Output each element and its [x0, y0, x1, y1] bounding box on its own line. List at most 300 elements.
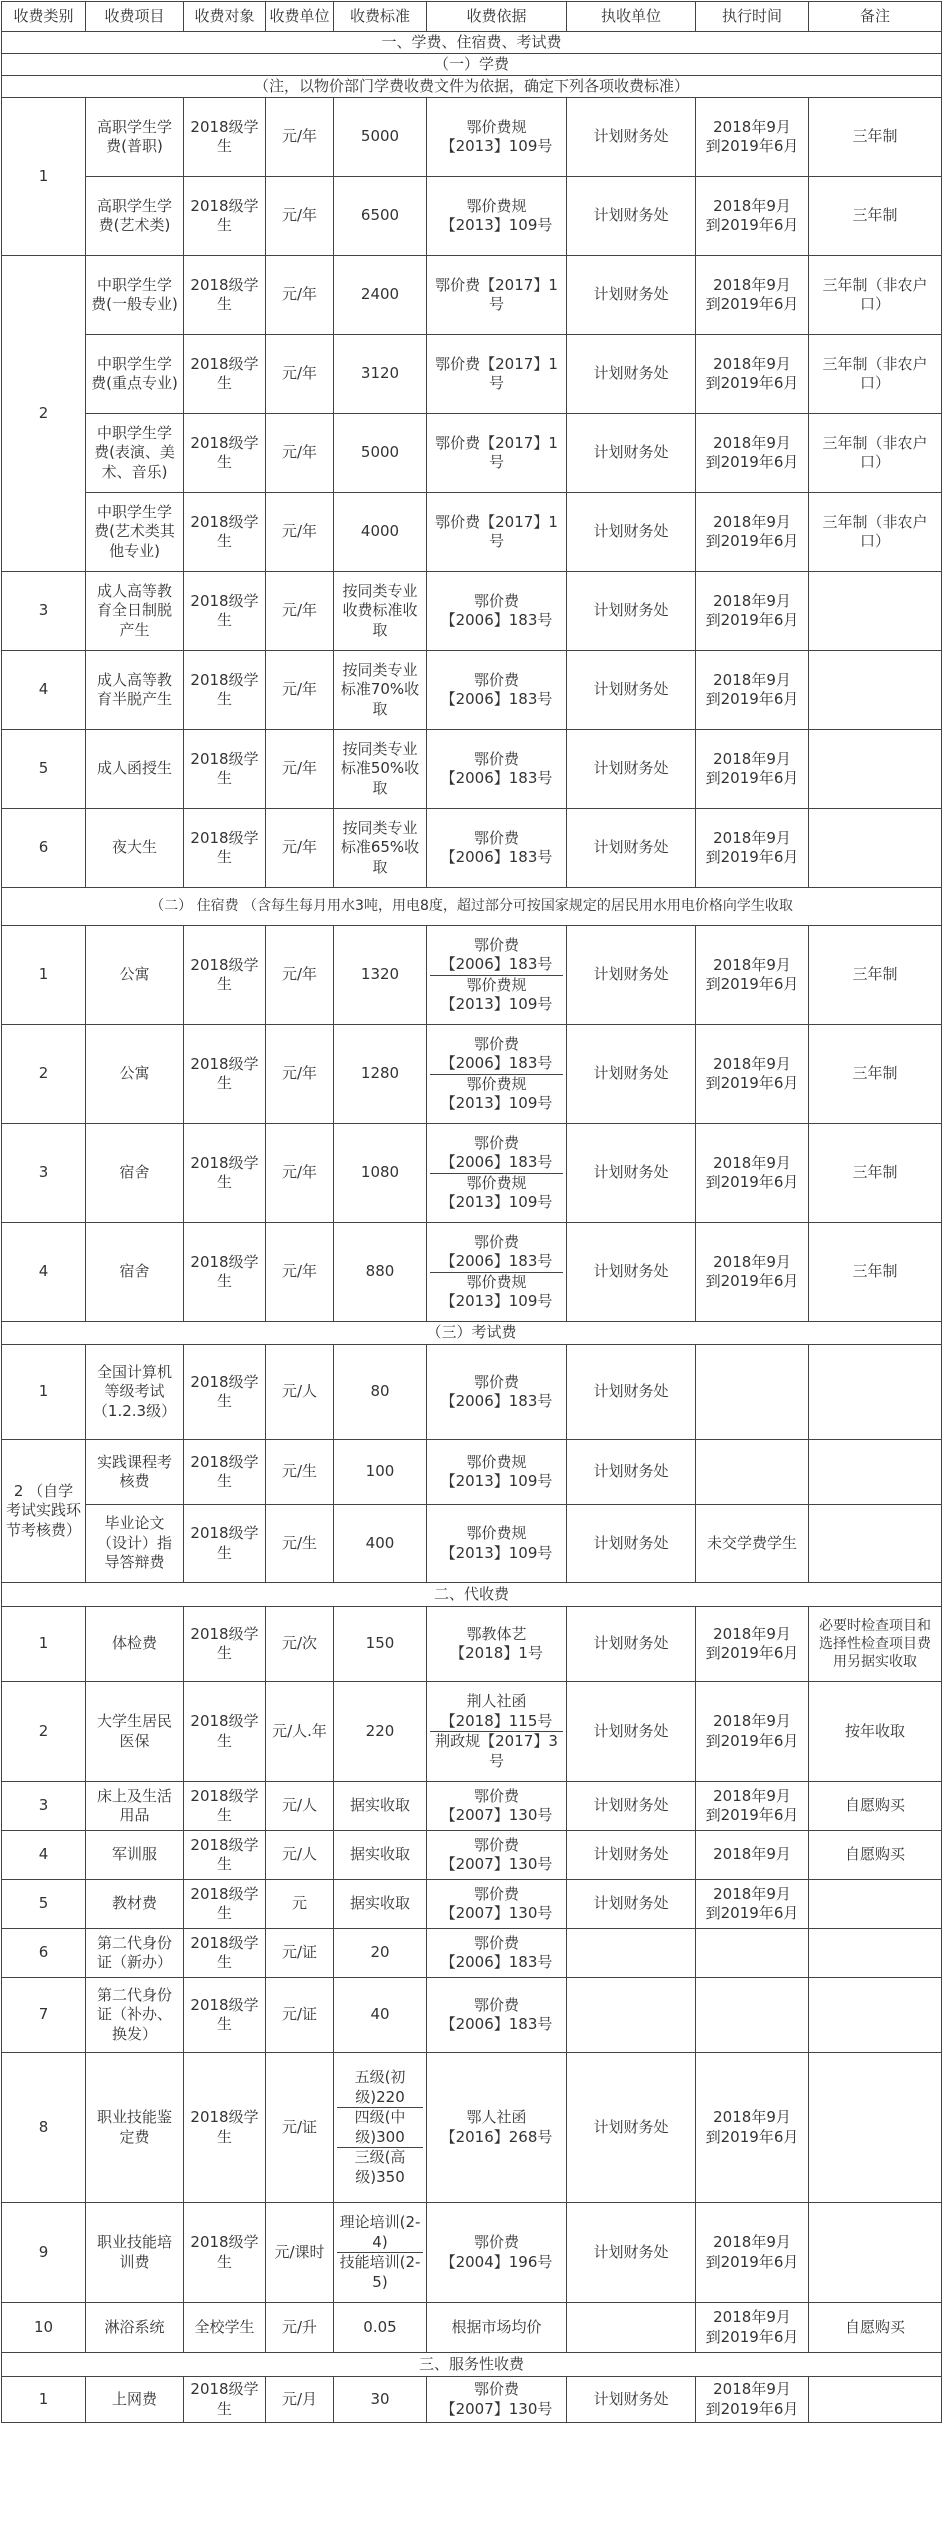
item-cell: 成人函授生 — [86, 730, 184, 809]
header-cell: 备注 — [809, 2, 942, 32]
target-cell: 2018级学生 — [184, 1682, 266, 1782]
basis-cell: 鄂价费 【2006】183号 — [427, 1345, 567, 1440]
basis-cell: 鄂价费 【2006】183号 鄂价费规 【2013】109号 — [427, 1223, 567, 1322]
note-cell — [809, 2203, 942, 2303]
header-cell: 收费类别 — [2, 2, 86, 32]
category-cell: 1 — [2, 1345, 86, 1440]
note-cell: 三年制 — [809, 926, 942, 1025]
amount-cell: 80 — [334, 1345, 427, 1440]
unit-cell: 元/生 — [266, 1505, 334, 1583]
basis-cell: 根据市场均价 — [427, 2303, 567, 2353]
item-cell: 体检费 — [86, 1607, 184, 1682]
header-row — [2, 2, 942, 32]
item-cell: 实践课程考 核费 — [86, 1440, 184, 1505]
unit-cell: 元/证 — [266, 2053, 334, 2203]
item-cell: 公寓 — [86, 1025, 184, 1124]
time-cell: 未交学费学生 — [696, 1505, 809, 1583]
amount-cell: 据实收取 — [334, 1880, 427, 1929]
basis-cell: 鄂价费规 【2013】109号 — [427, 1440, 567, 1505]
table-row — [2, 2053, 942, 2203]
dept-cell: 计划财务处 — [567, 177, 696, 256]
basis-cell: 鄂价费 【2006】183号 鄂价费规 【2013】109号 — [427, 1124, 567, 1223]
time-cell: 2018年9月 到2019年6月 — [696, 1880, 809, 1929]
amount-cell: 按同类专业 标准70%收 取 — [334, 651, 427, 730]
target-cell: 2018级学生 — [184, 809, 266, 888]
note-cell: 按年收取 — [809, 1682, 942, 1782]
category-cell: 5 — [2, 730, 86, 809]
table-row — [2, 809, 942, 888]
dept-cell: 计划财务处 — [567, 493, 696, 572]
target-cell: 2018级学生 — [184, 1831, 266, 1880]
dept-cell: 计划财务处 — [567, 1440, 696, 1505]
item-cell: 床上及生活 用品 — [86, 1782, 184, 1831]
unit-cell: 元/年 — [266, 730, 334, 809]
time-cell: 2018年9月 到2019年6月 — [696, 1223, 809, 1322]
amount-cell: 按同类专业 标准50%收 取 — [334, 730, 427, 809]
unit-cell: 元/年 — [266, 335, 334, 414]
table-row — [2, 177, 942, 256]
section-row — [2, 1583, 942, 1607]
dept-cell: 计划财务处 — [567, 809, 696, 888]
time-cell: 2018年9月 到2019年6月 — [696, 414, 809, 493]
target-cell: 2018级学生 — [184, 1345, 266, 1440]
subsection-title: （一）学费 — [2, 54, 942, 76]
basis-cell: 鄂价费 【2006】183号 — [427, 572, 567, 651]
subsection-row — [2, 888, 942, 926]
amount-cell: 20 — [334, 1929, 427, 1978]
subsection-row — [2, 1322, 942, 1345]
unit-cell: 元/月 — [266, 2377, 334, 2423]
category-cell: 2 （自学 考试实践环 节考核费） — [2, 1440, 86, 1583]
item-cell: 中职学生学 费(一般专业) — [86, 256, 184, 335]
dept-cell: 计划财务处 — [567, 1025, 696, 1124]
dept-cell: 计划财务处 — [567, 651, 696, 730]
section-title: 三、服务性收费 — [2, 2353, 942, 2377]
time-cell: 2018年9月 到2019年6月 — [696, 2053, 809, 2203]
note-cell: 自愿购买 — [809, 1831, 942, 1880]
section-row — [2, 2353, 942, 2377]
dept-cell: 计划财务处 — [567, 414, 696, 493]
header-cell: 收费标准 — [334, 2, 427, 32]
subsection-title: （三）考试费 — [2, 1322, 942, 1345]
basis-cell: 鄂价费 【2006】183号 — [427, 730, 567, 809]
table-row — [2, 572, 942, 651]
time-cell: 2018年9月 到2019年6月 — [696, 730, 809, 809]
item-cell: 夜大生 — [86, 809, 184, 888]
time-cell: 2018年9月 到2019年6月 — [696, 177, 809, 256]
category-cell: 4 — [2, 1223, 86, 1322]
note-cell: 三年制（非农户 口） — [809, 335, 942, 414]
item-cell: 上网费 — [86, 2377, 184, 2423]
table-row — [2, 1345, 942, 1440]
basis-cell: 鄂教体艺 【2018】1号 — [427, 1607, 567, 1682]
unit-cell: 元/证 — [266, 1929, 334, 1978]
note-cell: 三年制（非农户 口） — [809, 414, 942, 493]
item-cell: 宿舍 — [86, 1223, 184, 1322]
note-cell — [809, 1440, 942, 1505]
item-cell: 高职学生学 费(艺术类) — [86, 177, 184, 256]
table-row — [2, 1440, 942, 1505]
target-cell: 2018级学生 — [184, 1880, 266, 1929]
unit-cell: 元/年 — [266, 1025, 334, 1124]
unit-cell: 元/次 — [266, 1607, 334, 1682]
dept-cell: 计划财务处 — [567, 1505, 696, 1583]
category-cell: 3 — [2, 572, 86, 651]
item-cell: 职业技能鉴 定费 — [86, 2053, 184, 2203]
unit-cell: 元/年 — [266, 256, 334, 335]
dept-cell: 计划财务处 — [567, 1124, 696, 1223]
amount-cell: 400 — [334, 1505, 427, 1583]
note-cell: 三年制 — [809, 1124, 942, 1223]
dept-cell: 计划财务处 — [567, 1782, 696, 1831]
time-cell: 2018年9月 到2019年6月 — [696, 809, 809, 888]
basis-cell: 鄂价费 【2007】130号 — [427, 1831, 567, 1880]
item-cell: 成人高等教 育全日制脱 产生 — [86, 572, 184, 651]
amount-cell: 30 — [334, 2377, 427, 2423]
dept-cell: 计划财务处 — [567, 2377, 696, 2423]
note-cell — [809, 1880, 942, 1929]
target-cell: 2018级学生 — [184, 1505, 266, 1583]
table-row — [2, 730, 942, 809]
table-row — [2, 1124, 942, 1223]
dept-cell: 计划财务处 — [567, 730, 696, 809]
target-cell: 2018级学生 — [184, 177, 266, 256]
unit-cell: 元 — [266, 1880, 334, 1929]
table-row — [2, 1831, 942, 1880]
target-cell: 2018级学生 — [184, 1440, 266, 1505]
item-cell: 高职学生学 费(普职) — [86, 98, 184, 177]
time-cell: 2018年9月 到2019年6月 — [696, 926, 809, 1025]
note-cell — [809, 2053, 942, 2203]
unit-cell: 元/年 — [266, 493, 334, 572]
dept-cell: 计划财务处 — [567, 2053, 696, 2203]
item-cell: 毕业论文 （设计）指 导答辩费 — [86, 1505, 184, 1583]
item-cell: 教材费 — [86, 1880, 184, 1929]
amount-cell: 5000 — [334, 414, 427, 493]
time-cell: 2018年9月 到2019年6月 — [696, 1124, 809, 1223]
unit-cell: 元/课时 — [266, 2203, 334, 2303]
target-cell: 2018级学生 — [184, 1223, 266, 1322]
target-cell: 2018级学生 — [184, 1978, 266, 2053]
table-row — [2, 493, 942, 572]
table-row — [2, 1025, 942, 1124]
note-cell — [809, 809, 942, 888]
unit-cell: 元/证 — [266, 1978, 334, 2053]
header-cell: 收费依据 — [427, 2, 567, 32]
note-cell — [809, 1345, 942, 1440]
unit-cell: 元/年 — [266, 1223, 334, 1322]
time-cell: 2018年9月 到2019年6月 — [696, 1025, 809, 1124]
header-cell: 执收单位 — [567, 2, 696, 32]
basis-cell: 鄂价费 【2007】130号 — [427, 1782, 567, 1831]
category-cell: 8 — [2, 2053, 86, 2203]
amount-cell: 理论培训(2- 4) 技能培训(2- 5) — [334, 2203, 427, 2303]
unit-cell: 元/年 — [266, 177, 334, 256]
dept-cell: 计划财务处 — [567, 1345, 696, 1440]
unit-cell: 元/年 — [266, 926, 334, 1025]
unit-cell: 元/生 — [266, 1440, 334, 1505]
category-cell: 1 — [2, 1607, 86, 1682]
basis-cell: 鄂价费【2017】1 号 — [427, 335, 567, 414]
time-cell: 2018年9月 到2019年6月 — [696, 256, 809, 335]
dept-cell: 计划财务处 — [567, 2203, 696, 2303]
unit-cell: 元/人 — [266, 1782, 334, 1831]
basis-cell: 鄂价费【2017】1 号 — [427, 493, 567, 572]
dept-cell: 计划财务处 — [567, 1223, 696, 1322]
target-cell: 2018级学生 — [184, 256, 266, 335]
amount-cell: 880 — [334, 1223, 427, 1322]
note-cell — [809, 730, 942, 809]
basis-cell: 鄂价费规 【2013】109号 — [427, 177, 567, 256]
amount-cell: 4000 — [334, 493, 427, 572]
section-note: （注，以物价部门学费收费文件为依据，确定下列各项收费标准） — [2, 76, 942, 98]
category-cell: 6 — [2, 1929, 86, 1978]
item-cell: 中职学生学 费(重点专业) — [86, 335, 184, 414]
target-cell: 2018级学生 — [184, 98, 266, 177]
note-cell — [809, 2377, 942, 2423]
unit-cell: 元/人 — [266, 1831, 334, 1880]
section-row — [2, 32, 942, 54]
time-cell: 2018年9月 到2019年6月 — [696, 2303, 809, 2353]
table-row — [2, 414, 942, 493]
time-cell: 2018年9月 到2019年6月 — [696, 335, 809, 414]
amount-cell: 按同类专业 收费标准收 取 — [334, 572, 427, 651]
amount-cell: 按同类专业 标准65%收 取 — [334, 809, 427, 888]
dept-cell: 计划财务处 — [567, 1880, 696, 1929]
dept-cell: 计划财务处 — [567, 926, 696, 1025]
category-cell: 10 — [2, 2303, 86, 2353]
category-cell: 9 — [2, 2203, 86, 2303]
subsection-row — [2, 54, 942, 76]
note-cell: 三年制（非农户 口） — [809, 256, 942, 335]
category-cell: 5 — [2, 1880, 86, 1929]
amount-cell: 150 — [334, 1607, 427, 1682]
fee-table — [1, 1, 942, 2423]
basis-cell: 鄂价费 【2006】183号 鄂价费规 【2013】109号 — [427, 1025, 567, 1124]
unit-cell: 元/年 — [266, 414, 334, 493]
dept-cell: 计划财务处 — [567, 1607, 696, 1682]
category-cell: 6 — [2, 809, 86, 888]
amount-cell: 据实收取 — [334, 1831, 427, 1880]
item-cell: 全国计算机 等级考试 （1.2.3级） — [86, 1345, 184, 1440]
target-cell: 2018级学生 — [184, 730, 266, 809]
time-cell: 2018年9月 到2019年6月 — [696, 493, 809, 572]
target-cell: 2018级学生 — [184, 1025, 266, 1124]
category-cell: 4 — [2, 651, 86, 730]
basis-cell: 鄂价费 【2006】183号 鄂价费规 【2013】109号 — [427, 926, 567, 1025]
item-cell: 大学生居民 医保 — [86, 1682, 184, 1782]
table-row — [2, 1607, 942, 1682]
category-cell: 3 — [2, 1782, 86, 1831]
basis-cell: 鄂价费 【2006】183号 — [427, 651, 567, 730]
target-cell: 全校学生 — [184, 2303, 266, 2353]
section-title: 一、学费、住宿费、考试费 — [2, 32, 942, 54]
basis-cell: 鄂价费【2017】1 号 — [427, 256, 567, 335]
basis-cell: 鄂价费【2017】1 号 — [427, 414, 567, 493]
note-cell — [809, 1929, 942, 1978]
basis-cell: 鄂价费 【2006】183号 — [427, 809, 567, 888]
unit-cell: 元/年 — [266, 651, 334, 730]
basis-cell: 鄂价费 【2006】183号 — [427, 1929, 567, 1978]
unit-cell: 元/人.年 — [266, 1682, 334, 1782]
note-cell: 自愿购买 — [809, 1782, 942, 1831]
dept-cell: 计划财务处 — [567, 1682, 696, 1782]
time-cell: 2018年9月 到2019年6月 — [696, 1607, 809, 1682]
table-row — [2, 926, 942, 1025]
unit-cell: 元/年 — [266, 572, 334, 651]
target-cell: 2018级学生 — [184, 572, 266, 651]
note-cell — [809, 1978, 942, 2053]
category-cell: 7 — [2, 1978, 86, 2053]
target-cell: 2018级学生 — [184, 2203, 266, 2303]
amount-cell: 1080 — [334, 1124, 427, 1223]
dept-cell: 计划财务处 — [567, 1831, 696, 1880]
target-cell: 2018级学生 — [184, 335, 266, 414]
amount-cell: 40 — [334, 1978, 427, 2053]
time-cell — [696, 1345, 809, 1440]
target-cell: 2018级学生 — [184, 2053, 266, 2203]
target-cell: 2018级学生 — [184, 1782, 266, 1831]
unit-cell: 元/人 — [266, 1345, 334, 1440]
target-cell: 2018级学生 — [184, 2377, 266, 2423]
unit-cell: 元/年 — [266, 809, 334, 888]
category-cell: 2 — [2, 256, 86, 572]
note-row — [2, 76, 942, 98]
dept-cell: 计划财务处 — [567, 98, 696, 177]
time-cell: 2018年9月 到2019年6月 — [696, 572, 809, 651]
unit-cell: 元/年 — [266, 1124, 334, 1223]
note-cell: 三年制 — [809, 98, 942, 177]
target-cell: 2018级学生 — [184, 926, 266, 1025]
table-row — [2, 1223, 942, 1322]
category-cell: 1 — [2, 2377, 86, 2423]
note-cell: 必要时检查项目和 选择性检查项目费 用另据实收取 — [809, 1607, 942, 1682]
item-cell: 淋浴系统 — [86, 2303, 184, 2353]
basis-cell: 鄂价费 【2006】183号 — [427, 1978, 567, 2053]
time-cell: 2018年9月 到2019年6月 — [696, 1782, 809, 1831]
table-row — [2, 1782, 942, 1831]
item-cell: 第二代身份 证（新办） — [86, 1929, 184, 1978]
amount-cell: 0.05 — [334, 2303, 427, 2353]
item-cell: 宿舍 — [86, 1124, 184, 1223]
time-cell — [696, 1978, 809, 2053]
amount-cell: 1280 — [334, 1025, 427, 1124]
basis-cell: 鄂价费规 【2013】109号 — [427, 1505, 567, 1583]
subsection-title: （二） 住宿费 （含每生每月用水3吨，用电8度，超过部分可按国家规定的居民用水用电价格向学生收取 — [2, 888, 942, 926]
basis-cell: 荆人社函 【2018】115号 荆政规【2017】3 号 — [427, 1682, 567, 1782]
time-cell: 2018年9月 到2019年6月 — [696, 2377, 809, 2423]
note-cell — [809, 651, 942, 730]
table-row — [2, 1978, 942, 2053]
header-cell: 执行时间 — [696, 2, 809, 32]
amount-cell: 据实收取 — [334, 1782, 427, 1831]
table-row — [2, 2203, 942, 2303]
time-cell: 2018年9月 到2019年6月 — [696, 1682, 809, 1782]
amount-cell: 220 — [334, 1682, 427, 1782]
header-cell: 收费单位 — [266, 2, 334, 32]
basis-cell: 鄂价费 【2007】130号 — [427, 1880, 567, 1929]
dept-cell — [567, 1978, 696, 2053]
basis-cell: 鄂价费规 【2013】109号 — [427, 98, 567, 177]
dept-cell: 计划财务处 — [567, 572, 696, 651]
dept-cell — [567, 1929, 696, 1978]
amount-cell: 3120 — [334, 335, 427, 414]
note-cell — [809, 572, 942, 651]
amount-cell: 5000 — [334, 98, 427, 177]
item-cell: 军训服 — [86, 1831, 184, 1880]
target-cell: 2018级学生 — [184, 493, 266, 572]
item-cell: 成人高等教 育半脱产生 — [86, 651, 184, 730]
unit-cell: 元/年 — [266, 98, 334, 177]
dept-cell: 计划财务处 — [567, 335, 696, 414]
time-cell: 2018年9月 — [696, 1831, 809, 1880]
table-row — [2, 2303, 942, 2353]
time-cell: 2018年9月 到2019年6月 — [696, 98, 809, 177]
header-cell: 收费对象 — [184, 2, 266, 32]
note-cell: 三年制（非农户 口） — [809, 493, 942, 572]
section-title: 二、代收费 — [2, 1583, 942, 1607]
note-cell: 三年制 — [809, 1223, 942, 1322]
amount-cell: 1320 — [334, 926, 427, 1025]
note-cell: 自愿购买 — [809, 2303, 942, 2353]
category-cell: 1 — [2, 926, 86, 1025]
time-cell: 2018年9月 到2019年6月 — [696, 651, 809, 730]
target-cell: 2018级学生 — [184, 414, 266, 493]
note-cell — [809, 1505, 942, 1583]
unit-cell: 元/升 — [266, 2303, 334, 2353]
category-cell: 2 — [2, 1025, 86, 1124]
basis-cell: 鄂价费 【2004】196号 — [427, 2203, 567, 2303]
amount-cell: 6500 — [334, 177, 427, 256]
table-row — [2, 651, 942, 730]
dept-cell: 计划财务处 — [567, 256, 696, 335]
category-cell: 4 — [2, 1831, 86, 1880]
target-cell: 2018级学生 — [184, 1929, 266, 1978]
table-row — [2, 335, 942, 414]
header-cell: 收费项目 — [86, 2, 184, 32]
table-row — [2, 1929, 942, 1978]
amount-cell: 100 — [334, 1440, 427, 1505]
note-cell: 三年制 — [809, 177, 942, 256]
category-cell: 2 — [2, 1682, 86, 1782]
dept-cell — [567, 2303, 696, 2353]
category-cell: 1 — [2, 98, 86, 256]
time-cell: 2018年9月 到2019年6月 — [696, 2203, 809, 2303]
note-cell: 三年制 — [809, 1025, 942, 1124]
target-cell: 2018级学生 — [184, 1124, 266, 1223]
item-cell: 职业技能培 训费 — [86, 2203, 184, 2303]
time-cell — [696, 1440, 809, 1505]
time-cell — [696, 1929, 809, 1978]
table-row — [2, 1505, 942, 1583]
amount-cell: 2400 — [334, 256, 427, 335]
target-cell: 2018级学生 — [184, 651, 266, 730]
basis-cell: 鄂人社函 【2016】268号 — [427, 2053, 567, 2203]
table-row — [2, 98, 942, 177]
item-cell: 公寓 — [86, 926, 184, 1025]
basis-cell: 鄂价费 【2007】130号 — [427, 2377, 567, 2423]
table-row — [2, 1880, 942, 1929]
amount-cell: 五级(初 级)220 四级(中 级)300 三级(高 级)350 — [334, 2053, 427, 2203]
target-cell: 2018级学生 — [184, 1607, 266, 1682]
table-row — [2, 1682, 942, 1782]
category-cell: 3 — [2, 1124, 86, 1223]
item-cell: 第二代身份 证（补办、 换发） — [86, 1978, 184, 2053]
item-cell: 中职学生学 费(表演、美 术、音乐) — [86, 414, 184, 493]
table-row — [2, 256, 942, 335]
table-row — [2, 2377, 942, 2423]
item-cell: 中职学生学 费(艺术类其 他专业) — [86, 493, 184, 572]
